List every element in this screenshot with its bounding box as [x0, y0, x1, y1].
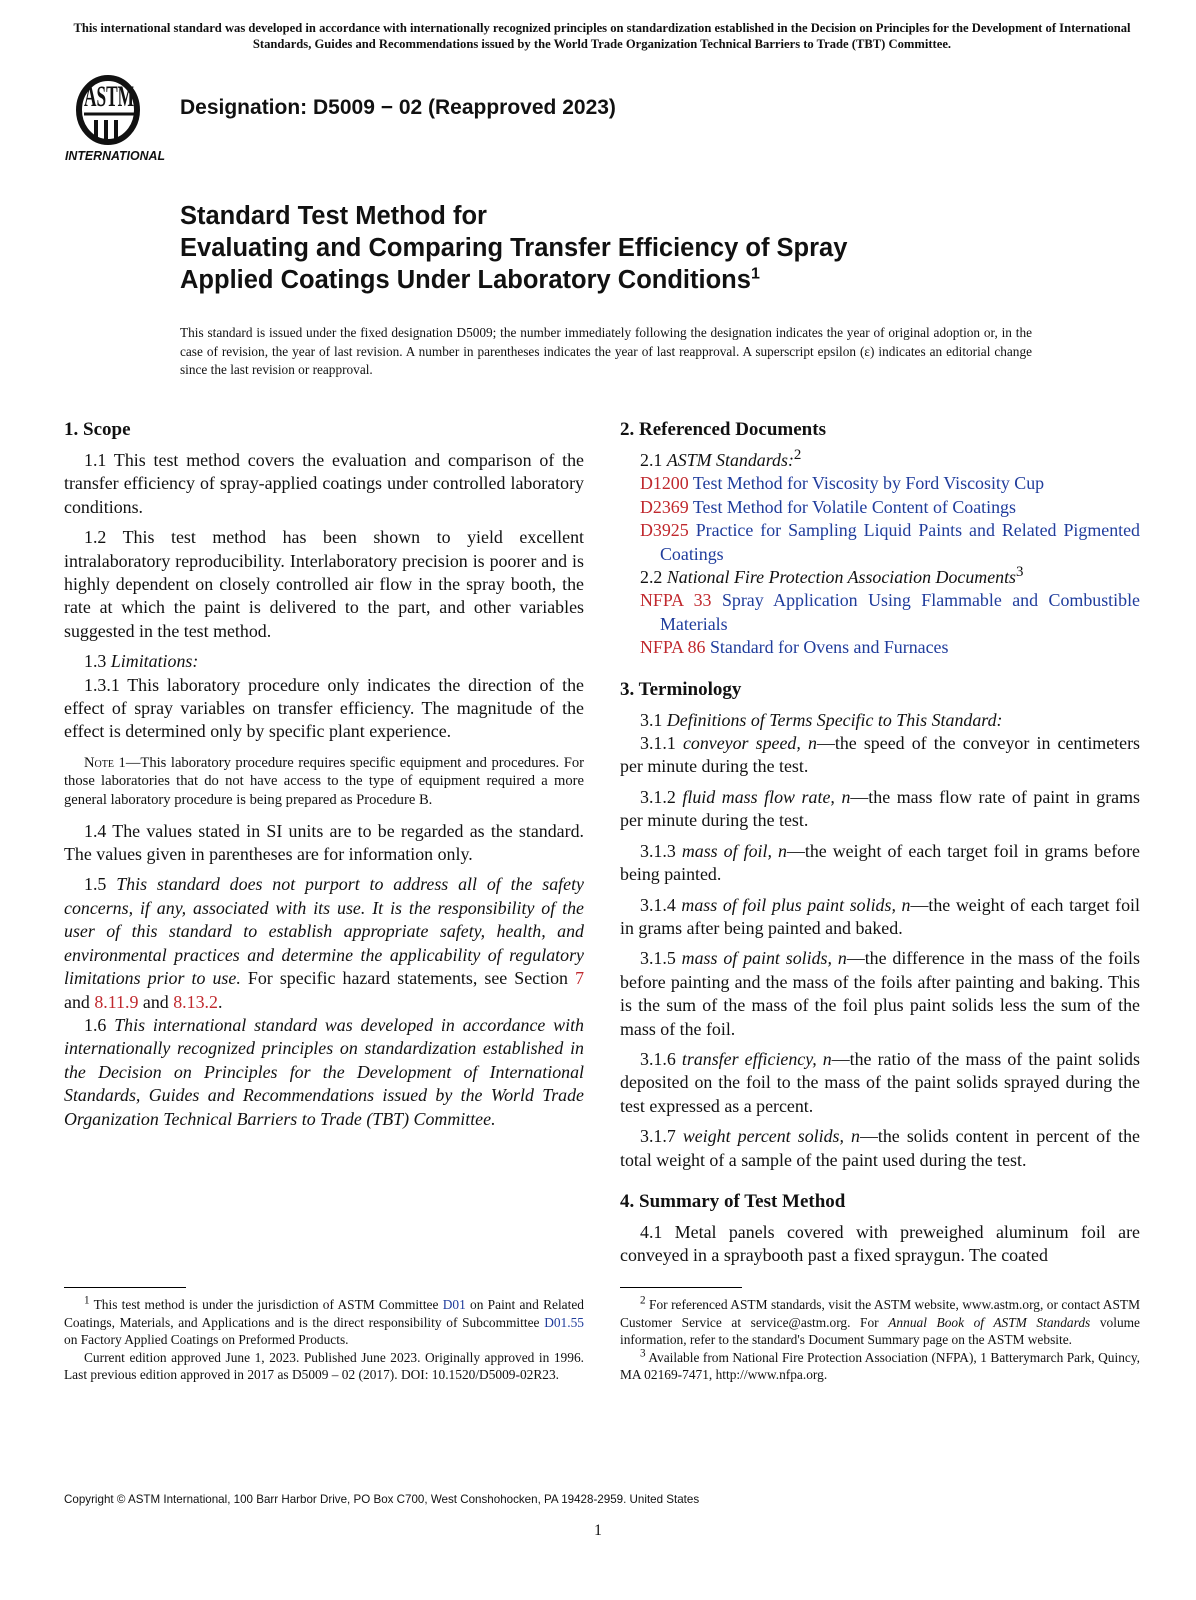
definition-3-1-6 — [620, 1048, 1140, 1118]
footnotes-left — [64, 1296, 584, 1384]
subsection-2-2-num: 2.2 — [640, 567, 663, 588]
ref-code: D1200 — [640, 473, 689, 494]
footnote-1-edition: Current edition approved June 1, 2023. Published June 2023. Originally approved in 1996. Last previous edition approved in 2017 as D5009 – 02 (2017). DOI: 10.1520/D5009-02R23. — [64, 1349, 584, 1383]
and-2: and — [142, 991, 169, 1012]
ref-title: Test Method for Volatile Content of Coatings — [692, 496, 1016, 517]
ref-code: NFPA 33 — [640, 590, 712, 611]
logo-letters: ASTM — [84, 80, 134, 113]
section-2-heading: 2. Referenced Documents — [620, 419, 826, 440]
definition-3-1-3 — [620, 840, 1140, 887]
footnote-rule-left — [64, 1287, 186, 1288]
copyright-line: Copyright © ASTM International, 100 Barr Harbor Drive, PO Box C700, West Conshohocken, PA 19428-2959. United States — [64, 1493, 700, 1506]
issuance-note: This standard is issued under the fixed designation D5009; the number immediately following the designation indicates the year of original adoption or, in the case of revision, the year of last revision. A number in parentheses indicates the year of last reapproval. A superscript epsilon (ε) indicates an editorial change since the last revision or reapproval. — [180, 325, 1032, 378]
section-7-link[interactable]: 7 — [575, 968, 585, 989]
def-num: 3.1.3 — [640, 840, 676, 861]
reference-d2369[interactable] — [620, 496, 1140, 519]
subsection-2-1-text: ASTM Standards: — [666, 450, 794, 470]
subsection-3-1-num: 3.1 — [640, 709, 663, 730]
committee-d01-link[interactable]: D01 — [442, 1297, 466, 1312]
definition-3-1-1 — [620, 732, 1140, 779]
left-column — [64, 418, 584, 1131]
footnote-2-italic: Annual Book of ASTM Standards — [888, 1314, 1091, 1330]
footnote-2-a: For referenced ASTM standards, visit the ASTM website, www.astm.org, or contact ASTM Customer Service at service@astm.org. For — [620, 1297, 1140, 1330]
reference-nfpa-33[interactable] — [620, 589, 1140, 636]
footnote-3-mark: 3 — [1016, 564, 1024, 581]
ref-title: Test Method for Viscosity by Ford Viscosity Cup — [692, 473, 1045, 494]
definition-3-1-5 — [620, 947, 1140, 1041]
para-1-4: 1.4 The values stated in SI units are to be regarded as the standard. The values given in parentheses are for information only. — [64, 820, 584, 865]
and-1: and — [64, 991, 90, 1012]
subsection-2-1-num: 2.1 — [640, 450, 663, 470]
def-term: transfer efficiency, n — [681, 1048, 832, 1069]
note-text: 1—This laboratory procedure requires specific equipment and procedures. For those laboratories that do not have access to the type of equipment required a more general laboratory procedure is being prepared as Procedure B. — [64, 754, 584, 809]
def-term: conveyor speed, n — [682, 733, 817, 754]
def-num: 3.1.2 — [640, 786, 676, 807]
footnote-2-mark: 2 — [793, 447, 802, 464]
para-1-3 — [64, 650, 584, 673]
footnote-3-mark-text: 3 — [640, 1347, 646, 1360]
para-1-3-num: 1.3 — [84, 651, 107, 672]
definition-3-1-4 — [620, 894, 1140, 941]
para-1-6-italic: This international standard was developed in accordance with internationally recognized principles on standardization established in the Decision on Principles for the Development of International Standards, Guides and Recommendations issued by the World Trade Organization Technical Barriers to Trade (TBT) Committee. — [64, 1014, 584, 1129]
logo-caption: INTERNATIONAL — [65, 149, 165, 163]
page-number: 1 — [594, 1522, 602, 1539]
def-text: —the speed of the conveyor in centimeters per minute during the test. — [620, 733, 1140, 777]
definition-3-1-7 — [620, 1125, 1140, 1172]
def-text: —the solids content in percent of the total weight of a sample of the paint used during the test. — [620, 1126, 1140, 1170]
def-term: mass of foil plus paint solids, n — [681, 894, 911, 915]
footnote-2 — [620, 1296, 1140, 1349]
note-1 — [64, 754, 584, 810]
note-label: Note — [84, 754, 114, 771]
para-1-5-num: 1.5 — [84, 874, 107, 895]
title-line-1: Standard Test Method for — [180, 202, 487, 230]
para-1-1: 1.1 This test method covers the evaluation and comparison of the transfer efficiency of spray-applied coatings under controlled laboratory conditions. — [64, 450, 584, 517]
ref-code: NFPA 86 — [640, 637, 706, 658]
reference-d1200[interactable] — [620, 472, 1140, 495]
subsection-3-1 — [620, 709, 1140, 732]
def-term: mass of paint solids, n — [681, 948, 847, 969]
def-text: —the weight of each target foil in grams before being painted. — [620, 840, 1140, 885]
def-term: mass of foil, n — [681, 840, 787, 861]
para-1-6 — [64, 1014, 584, 1131]
subsection-2-2-text: National Fire Protection Association Documents — [666, 567, 1017, 588]
subsection-2-1 — [620, 449, 1140, 472]
title-line-3: Applied Coatings Under Laboratory Conditions — [180, 266, 751, 294]
footnote-2-mark-text: 2 — [640, 1294, 646, 1307]
footnote-2-b: volume information, refer to the standard's Document Summary page on the ASTM website. — [620, 1314, 1140, 1348]
astm-logo-icon — [64, 70, 168, 165]
para-4-1: 4.1 Metal panels covered with preweighed aluminum foil are conveyed in a spraybooth past a fixed spraygun. The coated — [620, 1221, 1140, 1266]
section-8-13-2-link[interactable]: 8.13.2 — [173, 991, 218, 1012]
def-num: 3.1.7 — [640, 1126, 676, 1147]
footnote-1 — [64, 1296, 584, 1349]
reference-nfpa-86[interactable] — [620, 636, 1140, 659]
def-text: —the mass flow rate of paint in grams per minute during the test. — [620, 786, 1140, 831]
ref-code: D3925 — [640, 520, 689, 541]
subsection-3-1-text: Definitions of Terms Specific to This Standard: — [666, 709, 1003, 730]
section-8-11-9-link[interactable]: 8.11.9 — [94, 991, 139, 1012]
para-1-5-italic: This standard does not purport to address all of the safety concerns, if any, associated with its use. It is the responsibility of the user of this standard to establish appropriate safety, health, and environmental practices and determine the applicability of regulatory limitations prior to use. — [64, 874, 584, 989]
def-term: weight percent solids, n — [682, 1126, 860, 1147]
def-num: 3.1.1 — [640, 733, 676, 754]
para-1-5: 1.5 This standard does not purport to address all of the safety concerns, if any, associated with its use. It is the responsibility of the user of this standard to establish appropriate safety, health, and environmental practices and determine the applicability of regulatory limitations prior to use. For specific hazard statements, see Section 7 and 8.11.9 and 8.13.2. — [64, 874, 585, 1012]
para-1-3-text: Limitations: — [110, 651, 199, 672]
definition-3-1-2 — [620, 786, 1140, 833]
title-footnote-mark: 1 — [750, 265, 760, 283]
title-line-2: Evaluating and Comparing Transfer Efficiency of Spray — [180, 234, 848, 262]
ref-code: D2369 — [640, 496, 689, 517]
def-num: 3.1.4 — [640, 894, 676, 915]
footnote-rule-right — [620, 1287, 742, 1288]
reference-d3925[interactable] — [620, 519, 1140, 566]
designation: Designation: D5009 − 02 (Reapproved 2023) — [180, 96, 616, 119]
tbt-banner: This international standard was developed in accordance with internationally recognized principles on standardization established in the Decision on Principles for the Development of International Standards, Guides and Recommendations issued by the World Trade Organization Technical Barriers to Trade (TBT) Committee. — [73, 21, 1131, 51]
footnotes-right — [620, 1296, 1140, 1384]
def-num: 3.1.5 — [640, 948, 676, 969]
footnote-1-a: This test method is under the jurisdiction of ASTM Committee — [93, 1297, 439, 1312]
def-text: —the ratio of the mass of the paint solids deposited on the foil to the mass of the paint solids sprayed during the test expressed as a percent. — [620, 1048, 1140, 1116]
footnote-1-b: on Paint and Related Coatings, Materials, and Applications and is the direct responsibility of Subcommittee — [64, 1297, 584, 1330]
section-1-heading: 1. Scope — [64, 419, 131, 440]
subcommittee-d01-55-link[interactable]: D01.55 — [544, 1314, 584, 1330]
para-1-2: 1.2 This test method has been shown to yield excellent intralaboratory reproducibility. Interlaboratory precision is poorer and is highly dependent on closely controlled air flow in the spray booth, the rate at which the paint is delivered to the part, and other variables suggested in the test method. — [64, 527, 584, 641]
subsection-2-2 — [620, 566, 1140, 589]
footnote-3-text: Available from National Fire Protection Association (NFPA), 1 Batterymarch Park, Quincy, MA 02169-7471, http://www.nfpa.org. — [620, 1349, 1141, 1383]
section-4-heading: 4. Summary of Test Method — [620, 1190, 846, 1212]
ref-title: Standard for Ovens and Furnaces — [709, 637, 949, 658]
def-term: fluid mass flow rate, n — [682, 786, 851, 807]
section-3-heading: 3. Terminology — [620, 678, 742, 700]
para-1-5-plain: For specific hazard statements, see Section — [247, 968, 568, 989]
def-num: 3.1.6 — [640, 1048, 676, 1069]
footnote-3 — [620, 1349, 1140, 1384]
document-title — [180, 200, 1060, 296]
footnote-1-c: on Factory Applied Coatings on Preformed Products. — [64, 1332, 349, 1348]
footnote-1-mark: 1 — [84, 1294, 90, 1307]
def-text: —the difference in the mass of the foils before painting and the mass of the foils after painting and baking. This is the sum of the mass of the foil plus paint solids less the sum of the mass of the foil. — [620, 948, 1140, 1039]
ref-title: Spray Application Using Flammable and Combustible Materials — [660, 590, 1140, 634]
def-text: —the weight of each target foil in grams after being painted and baked. — [620, 894, 1140, 938]
ref-title: Practice for Sampling Liquid Paints and Related Pigmented Coatings — [660, 520, 1140, 564]
para-1-3-1: 1.3.1 This laboratory procedure only indicates the direction of the effect of spray variables on transfer efficiency. The magnitude of the effect is determined only by specific plant experience. — [64, 674, 584, 742]
right-column — [620, 418, 1140, 1275]
para-1-6-num: 1.6 — [84, 1014, 107, 1035]
